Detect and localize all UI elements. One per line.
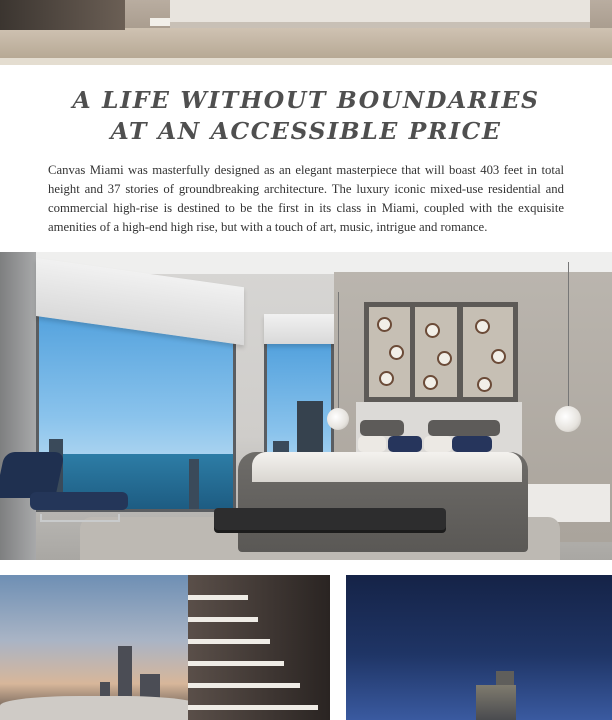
section-divider <box>0 58 612 65</box>
night-tower-photo <box>346 575 612 720</box>
headline-line-2: AT AN ACCESSIBLE PRICE <box>110 117 502 145</box>
exterior-pool-photo <box>0 575 330 720</box>
bedroom-photo <box>0 252 612 560</box>
headline-line-1: A LIFE WITHOUT BOUNDARIES <box>72 86 540 114</box>
top-interior-photo <box>0 0 612 62</box>
intro-paragraph: Canvas Miami was masterfully designed as an elegant masterpiece that will boast 403 feet in total height and 37 stories of groundbreaking architecture. The luxury iconic mixed-use residential and commercial high-rise is destined to be the first in its class in Miami, coupled with the exquisite amenities of a high-end high rise, but with a touch of art, music, intrigue and romance. <box>48 163 564 234</box>
